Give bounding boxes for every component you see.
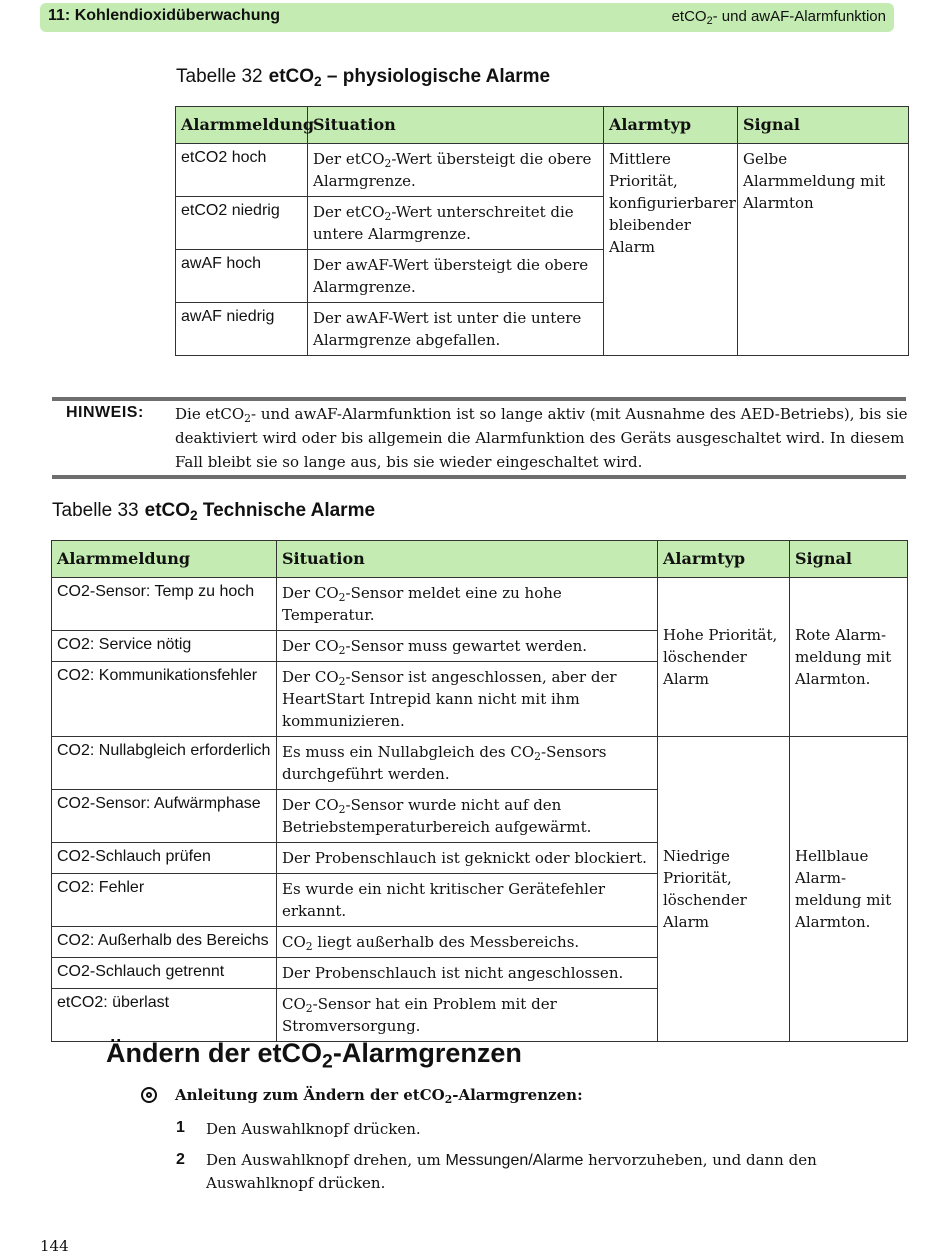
procedure-heading-sub: 2: [444, 1093, 453, 1107]
section-heading-sub: 2: [322, 1050, 333, 1073]
situation-text: Der Probenschlauch ist nicht angeschlossen.: [282, 964, 624, 982]
table-row: [52, 737, 908, 790]
chapter-title: 11: Kohlendioxidüberwachung: [48, 7, 281, 24]
header-sub: 2: [706, 15, 713, 28]
signal: Gelbe Alarmmeldung mit Alarmton: [738, 144, 909, 356]
situation-sub: 2: [338, 591, 346, 605]
alarm-type: Hohe Priorität, löschender Alarm: [658, 578, 790, 737]
header-text-post: - und awAF-Alarmfunktion: [712, 8, 886, 25]
alarm-message: CO2-Sensor: Aufwärmphase: [52, 790, 277, 843]
situation: [308, 303, 604, 356]
situation-text: -Sensor meldet eine zu hohe Temperatur.: [282, 584, 562, 624]
table33-title: [145, 500, 375, 521]
situation-text: -Wert unterschreitet die untere Alarmgrenze.: [313, 203, 574, 243]
situation: [277, 874, 658, 927]
section-heading: [106, 1038, 522, 1073]
alarm-message: CO2-Schlauch prüfen: [52, 843, 277, 874]
situation-sub: 2: [338, 675, 346, 689]
alarm-message: awAF niedrig: [176, 303, 308, 356]
note-rule-top: [52, 397, 906, 401]
alarm-message: etCO2 hoch: [176, 144, 308, 197]
procedure-target-icon: [141, 1087, 157, 1103]
signal: Hellblaue Alarm-meldung mit Alarmton.: [790, 737, 908, 1042]
table33-title-post: Technische Alarme: [197, 500, 376, 521]
situation-text: Der CO: [282, 796, 339, 814]
table32: [175, 106, 909, 356]
alarm-type: Niedrige Priorität, löschender Alarm: [658, 737, 790, 1042]
table32-title-sub: 2: [314, 73, 322, 89]
alarm-message: CO2: Nullabgleich erforderlich: [52, 737, 277, 790]
table32-title-post: – physiologische Alarme: [321, 66, 551, 87]
situation-text: -Sensor hat ein Problem mit der Stromversorgung.: [282, 995, 557, 1035]
situation: [277, 927, 658, 958]
situation-text: Der Probenschlauch ist geknickt oder blockiert.: [282, 849, 647, 867]
note-label: HINWEIS:: [66, 404, 144, 421]
situation: [277, 662, 658, 737]
situation-text: -Sensor muss gewartet werden.: [345, 637, 588, 655]
procedure-heading-post: -Alarmgrenzen:: [452, 1086, 583, 1104]
situation: [277, 737, 658, 790]
alarm-message: awAF hoch: [176, 250, 308, 303]
situation-sub: 2: [338, 803, 346, 817]
table-row: [52, 578, 908, 631]
situation: [277, 578, 658, 631]
step-number: 1: [176, 1119, 185, 1136]
table32-number: Tabelle 32: [176, 66, 263, 87]
step-text-b: hervorzuheben, und dann den Auswahlknopf drücken.: [206, 1151, 817, 1192]
procedure-heading: [175, 1086, 583, 1107]
alarm-message: etCO2: überlast: [52, 989, 277, 1042]
section-heading-pre: Ändern der etCO: [106, 1038, 323, 1068]
step-text: Den Auswahlknopf drücken.: [206, 1120, 421, 1138]
table33: [51, 540, 908, 1042]
table-header-row: [52, 541, 908, 578]
situation-text: Es muss ein Nullabgleich des CO: [282, 743, 535, 761]
note-text-a: Die etCO: [175, 405, 245, 423]
situation-text: Der etCO: [313, 203, 385, 221]
situation-text: CO: [282, 933, 306, 951]
note-text-b: - und awAF-Alarmfunktion ist so lange aktiv (mit Ausnahme des AED-Betriebs), bis sie deaktiviert wird oder bis allgemein die Alarmfunktion des Geräts ausgeschaltet wird. In diesem Fall bleibt sie so lange aus, bis sie wieder eingeschaltet wird.: [175, 405, 908, 471]
situation-text: -Sensor ist angeschlossen, aber der HeartStart Intrepid kann nicht mit ihm kommunizieren.: [282, 668, 617, 730]
situation-text: -Sensors durchgeführt werden.: [282, 743, 607, 783]
table-row: [176, 144, 909, 197]
table32-caption: [176, 66, 550, 88]
section-heading-post: -Alarmgrenzen: [332, 1038, 522, 1068]
column-header: Situation: [277, 541, 658, 578]
situation-text: Der etCO: [313, 150, 385, 168]
situation: [308, 197, 604, 250]
situation-text: CO: [282, 995, 306, 1013]
table33-number: Tabelle 33: [52, 500, 139, 521]
situation-text: Der CO: [282, 637, 339, 655]
situation-sub: 2: [305, 1002, 313, 1016]
header-text-pre: etCO: [671, 8, 707, 25]
situation-text: Es wurde ein nicht kritischer Gerätefehler erkannt.: [282, 880, 606, 920]
step-number: 2: [176, 1151, 185, 1168]
table33-caption: [52, 500, 375, 522]
situation-sub: 2: [384, 210, 392, 224]
situation-sub: 2: [305, 940, 313, 954]
alarm-message: CO2: Außerhalb des Bereichs: [52, 927, 277, 958]
situation: [277, 631, 658, 662]
alarm-message: etCO2 niedrig: [176, 197, 308, 250]
situation: [277, 958, 658, 989]
note-sub: 2: [244, 412, 252, 426]
column-header: Alarmtyp: [604, 107, 738, 144]
step-text: [206, 1149, 846, 1195]
column-header: Alarmtyp: [658, 541, 790, 578]
situation: [308, 250, 604, 303]
page-number: 144: [40, 1237, 69, 1255]
note-text: [175, 402, 910, 474]
note-rule-bottom: [52, 475, 906, 479]
situation: [277, 790, 658, 843]
alarm-message: CO2-Schlauch getrennt: [52, 958, 277, 989]
situation-sub: 2: [384, 157, 392, 171]
table33-title-sub: 2: [190, 507, 198, 523]
column-header: Signal: [738, 107, 909, 144]
running-header: [40, 3, 894, 32]
situation-text: Der CO: [282, 668, 339, 686]
column-header: Alarmmeldung: [176, 107, 308, 144]
table-header-row: [176, 107, 909, 144]
alarm-message: CO2: Fehler: [52, 874, 277, 927]
situation: [277, 843, 658, 874]
column-header: Situation: [308, 107, 604, 144]
alarm-message: CO2: Service nötig: [52, 631, 277, 662]
table33-title-pre: etCO: [144, 500, 191, 521]
column-header: Signal: [790, 541, 908, 578]
procedure-heading-pre: Anleitung zum Ändern der etCO: [175, 1086, 445, 1104]
signal: Rote Alarm-meldung mit Alarmton.: [790, 578, 908, 737]
table32-title-pre: etCO: [268, 66, 315, 87]
situation-text: Der CO: [282, 584, 339, 602]
situation: [277, 989, 658, 1042]
situation-sub: 2: [338, 644, 346, 658]
alarm-message: CO2-Sensor: Temp zu hoch: [52, 578, 277, 631]
alarm-message: CO2: Kommunikationsfehler: [52, 662, 277, 737]
situation: [308, 144, 604, 197]
step-text-a: Den Auswahlknopf drehen, um: [206, 1151, 446, 1169]
section-title-header: [671, 8, 886, 28]
situation-text: Der awAF-Wert übersteigt die obere Alarmgrenze.: [313, 256, 589, 296]
situation-text: -Wert übersteigt die obere Alarmgrenze.: [313, 150, 592, 190]
situation-text: liegt außerhalb des Messbereichs.: [312, 933, 580, 951]
situation-text: -Sensor wurde nicht auf den Betriebstemperaturbereich aufgewärmt.: [282, 796, 592, 836]
situation-text: Der awAF-Wert ist unter die untere Alarmgrenze abgefallen.: [313, 309, 582, 349]
table32-title: [269, 66, 550, 87]
column-header: Alarmmeldung: [52, 541, 277, 578]
situation-sub: 2: [534, 750, 541, 764]
alarm-type: Mittlere Priorität, konfigurierbarer bleibender Alarm: [604, 144, 738, 356]
menu-keyword: Messungen/Alarme: [445, 1152, 584, 1169]
